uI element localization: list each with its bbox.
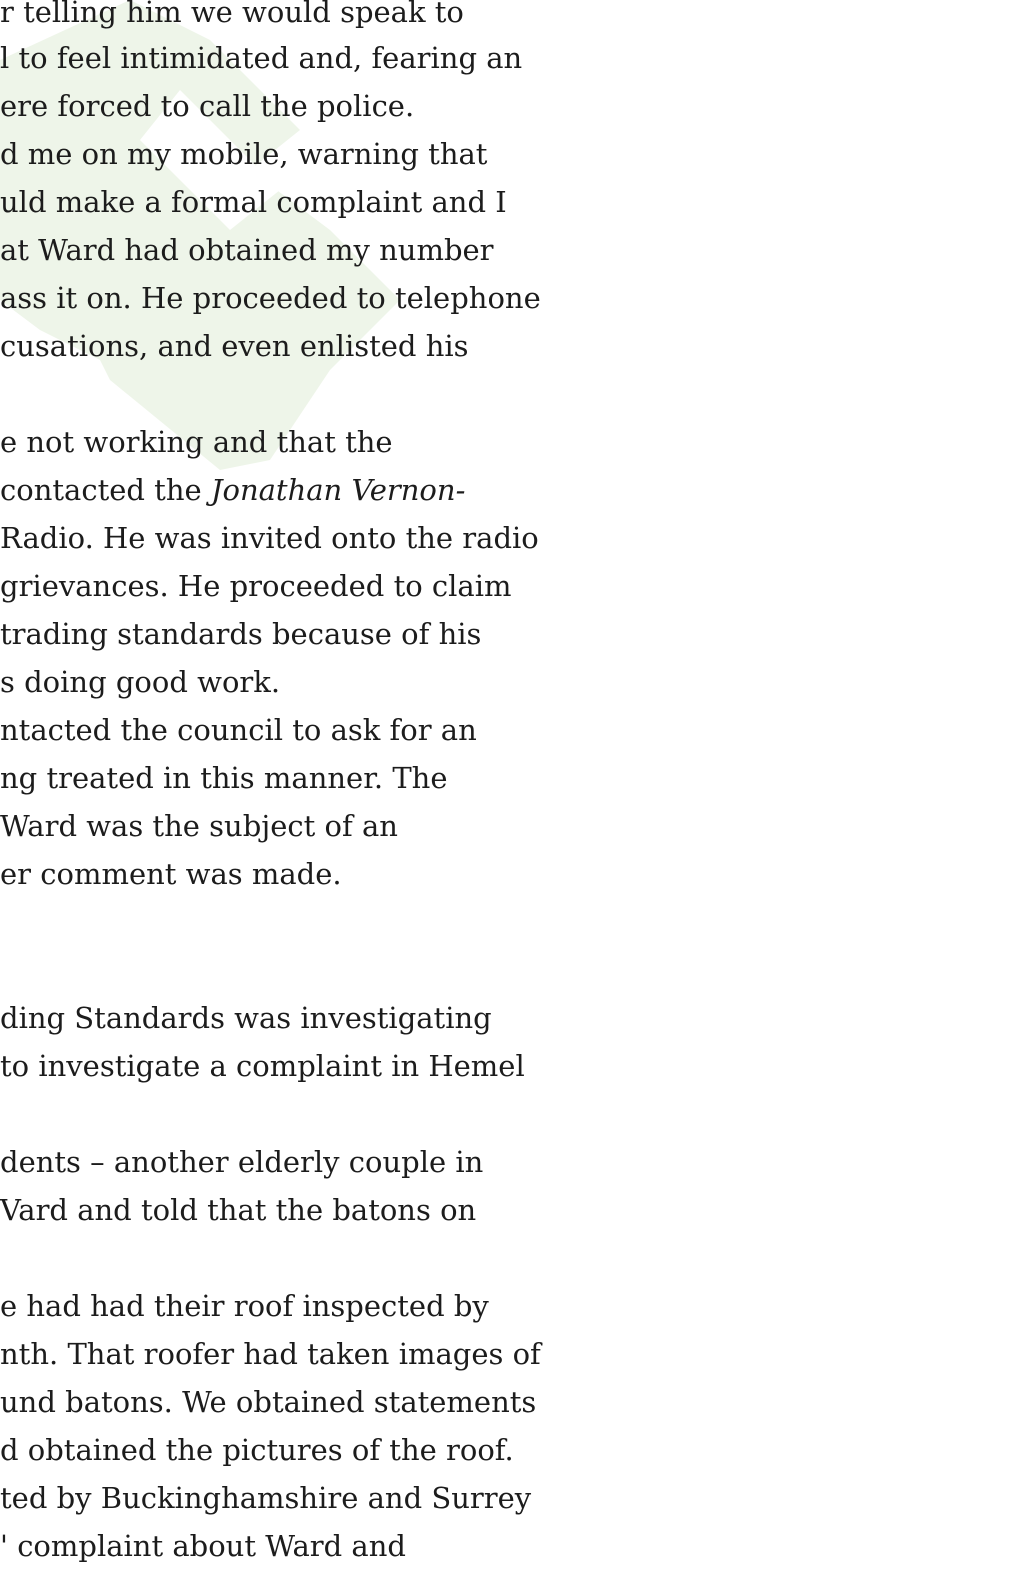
italic-name: Jonathan Vernon-: [210, 473, 466, 507]
text-line: ted by Buckinghamshire and Surrey: [0, 1481, 532, 1515]
text-line: cusations, and even enlisted his: [0, 329, 469, 363]
text-line: e had had their roof inspected by: [0, 1289, 489, 1323]
text-line: s doing good work.: [0, 665, 281, 699]
text-line: trading standards because of his: [0, 617, 482, 651]
text-line: und batons. We obtained statements: [0, 1385, 537, 1419]
text-line: uld make a formal complaint and I: [0, 185, 507, 219]
text-line: l to feel intimidated and, fearing an: [0, 41, 523, 75]
text-line: ng treated in this manner. The: [0, 761, 448, 795]
text-line: er comment was made.: [0, 857, 342, 891]
text-line: ' complaint about Ward and: [0, 1529, 406, 1563]
text-line: grievances. He proceeded to claim: [0, 569, 512, 603]
text-line: e not working and that the: [0, 425, 393, 459]
text-line: at Ward had obtained my number: [0, 233, 494, 267]
text-line: dents – another elderly couple in: [0, 1145, 484, 1179]
text-line: d me on my mobile, warning that: [0, 137, 488, 171]
text-line: to investigate a complaint in Hemel: [0, 1049, 525, 1083]
text-line: [0, 466, 465, 514]
text-line: d obtained the pictures of the roof.: [0, 1433, 514, 1467]
text-line: Radio. He was invited onto the radio: [0, 521, 539, 555]
text-line: ding Standards was investigating: [0, 1001, 492, 1035]
text-line: ere forced to call the police.: [0, 89, 415, 123]
text-line: ass it on. He proceeded to telephone: [0, 281, 541, 315]
text-line: r telling him we would speak to: [0, 0, 464, 29]
text-line: nth. That roofer had taken images of: [0, 1337, 541, 1371]
text-line: Vard and told that the batons on: [0, 1193, 477, 1227]
text-line: Ward was the subject of an: [0, 809, 398, 843]
text-fragment: contacted the: [0, 473, 211, 507]
text-line: ntacted the council to ask for an: [0, 713, 477, 747]
